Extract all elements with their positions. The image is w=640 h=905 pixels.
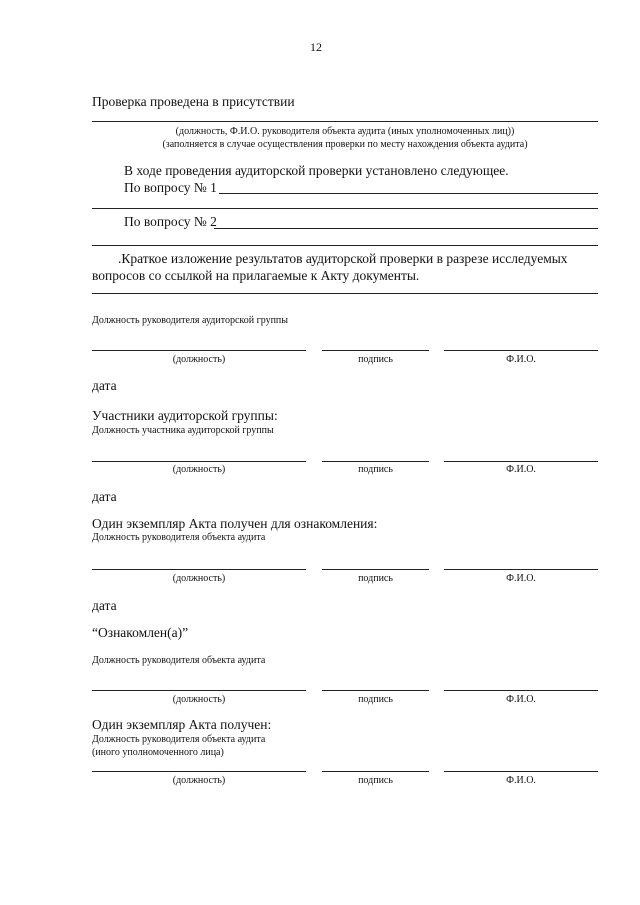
question-1-label: По вопросу № 1 [124, 180, 217, 195]
object-head-label-3b: (иного уполномоченного лица) [92, 747, 224, 758]
presence-note-2: (заполняется в случае осуществления проверки по месту нахождения объекта аудита) [162, 139, 528, 150]
received-review-title: Один экземпляр Акта получен для ознакомления: [92, 516, 378, 531]
question-2-line [214, 228, 598, 229]
summary-line-1: .Краткое изложение результатов аудиторской проверки в разрезе исследуемых [118, 251, 568, 266]
date-label-1: дата [92, 378, 117, 393]
sig3-position-caption: (должность) [172, 573, 226, 584]
sig1-signature-caption: подпись [358, 354, 393, 365]
sig2-name-line [444, 461, 598, 462]
sig3-name-line [444, 569, 598, 570]
findings-intro: В ходе проведения аудиторской проверки установлено следующее. [124, 163, 509, 178]
received-title: Один экземпляр Акта получен: [92, 717, 272, 732]
presence-note-1: (должность, Ф.И.О. руководителя объекта аудита (иных уполномоченных лиц)) [175, 126, 515, 137]
sig4-name-caption: Ф.И.О. [506, 694, 536, 705]
sig2-name-caption: Ф.И.О. [506, 464, 536, 475]
participant-position-label: Должность участника аудиторской группы [92, 425, 274, 436]
summary-line-2: вопросов со ссылкой на прилагаемые к Акту документы. [92, 268, 420, 283]
sig5-signature-line [322, 771, 429, 772]
sig1-signature-line [322, 350, 429, 351]
sig3-name-caption: Ф.И.О. [506, 573, 536, 584]
sig2-signature-line [322, 461, 429, 462]
participants-title: Участники аудиторской группы: [92, 408, 278, 423]
sig1-name-caption: Ф.И.О. [506, 354, 536, 365]
sig2-position-line [92, 461, 306, 462]
question-2-line-2 [92, 245, 598, 246]
sig1-position-line [92, 350, 306, 351]
sig2-signature-caption: подпись [358, 464, 393, 475]
sig5-name-line [444, 771, 598, 772]
object-head-label-2: Должность руководителя объекта аудита [92, 655, 266, 666]
sig4-position-caption: (должность) [172, 694, 226, 705]
question-1-line [219, 193, 598, 194]
sig4-signature-line [322, 690, 429, 691]
sig3-signature-line [322, 569, 429, 570]
sig1-position-caption: (должность) [172, 354, 226, 365]
sig5-position-line [92, 771, 306, 772]
date-label-3: дата [92, 598, 117, 613]
summary-line [92, 293, 598, 294]
sig1-name-line [444, 350, 598, 351]
sig3-position-line [92, 569, 306, 570]
sig2-position-caption: (должность) [172, 464, 226, 475]
presence-line [92, 121, 598, 122]
presence-label: Проверка проведена в присутствии [92, 94, 295, 109]
sig4-position-line [92, 690, 306, 691]
acquainted-label: “Ознакомлен(а)” [92, 625, 189, 640]
sig5-name-caption: Ф.И.О. [506, 775, 536, 786]
question-2-label: По вопросу № 2 [124, 214, 217, 229]
question-1-line-2 [92, 208, 598, 209]
date-label-2: дата [92, 489, 117, 504]
page-number: 12 [310, 40, 322, 54]
sig3-signature-caption: подпись [358, 573, 393, 584]
group-leader-position-label: Должность руководителя аудиторской группы [92, 315, 288, 326]
object-head-label-1: Должность руководителя объекта аудита [92, 532, 266, 543]
sig5-signature-caption: подпись [358, 775, 393, 786]
object-head-label-3: Должность руководителя объекта аудита [92, 734, 266, 745]
sig4-name-line [444, 690, 598, 691]
sig5-position-caption: (должность) [172, 775, 226, 786]
sig4-signature-caption: подпись [358, 694, 393, 705]
